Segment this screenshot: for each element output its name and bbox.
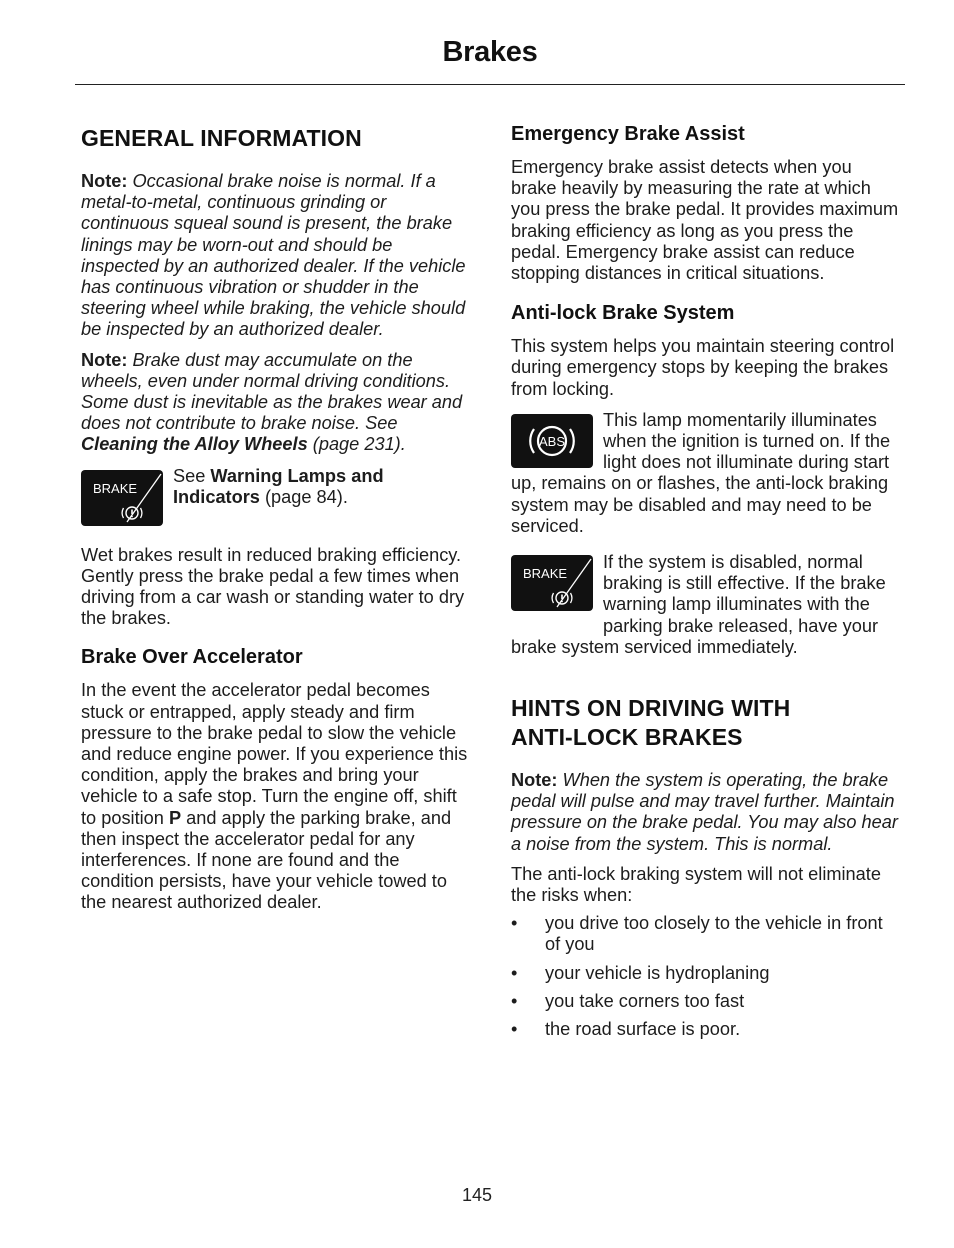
cleaning-alloy-wheels-link[interactable]: Cleaning the Alloy Wheels xyxy=(81,434,308,455)
warning-lamps-link[interactable]: Warning Lamps and Indicators xyxy=(173,465,384,507)
brake-warning-icon xyxy=(81,470,163,531)
brake-icon-label: BRAKE xyxy=(93,480,138,496)
bullet: • xyxy=(511,1019,518,1040)
page-reference: (page 231). xyxy=(307,434,406,455)
abs-warning-icon xyxy=(511,414,593,473)
list-item: • your vehicle is hydroplaning xyxy=(511,962,770,983)
abs-lamp-text: This lamp momentarily illuminates when the ignition is turned on. If the light does not illuminate during start up, remains on or flashes, the anti-lock braking system may be disabled and may need to be serviced. xyxy=(511,409,891,536)
brake-warning-icon xyxy=(511,555,593,616)
see-warning-lamps: See Warning Lamps and Indicators (page 84). xyxy=(173,465,384,507)
list-item: • you drive too closely to the vehicle in front of you xyxy=(511,913,883,955)
brake-over-accelerator-heading: Brake Over Accelerator xyxy=(81,646,303,669)
note-text: Occasional brake noise is normal. If a metal-to-metal, continuous grinding or continuous squeal sound is present, the brake linings may be worn-out and should be inspected by an authorized dealer. If the vehicle has continuous vibration or shudder in the steering wheel while braking, the vehicle should be inspected by an authorized dealer. xyxy=(81,171,466,340)
brake-over-accelerator-text: In the event the accelerator pedal becomes stuck or entrapped, apply steady and firm pressure to the brake pedal to slow the vehicle and reduce engine power. If you experience this condition, apply the brakes and bring your vehicle to a safe stop. Turn the engine off, shift to position P and apply the parking brake, and then inspect the accelerator pedal for any interferences. If none are found and the condition persists, have your vehicle towed to the nearest authorized dealer. xyxy=(81,680,468,913)
page-number: 145 xyxy=(461,1185,493,1205)
abs-icon-label: ABS xyxy=(538,433,566,449)
general-information-heading: GENERAL INFORMATION xyxy=(81,125,362,151)
bullet: • xyxy=(511,990,518,1011)
left-column xyxy=(81,118,471,914)
abs-lamp-block xyxy=(511,410,901,537)
note-brake-noise xyxy=(81,171,471,341)
abs-warning-icon-svg xyxy=(511,414,593,468)
brake-lamp-block xyxy=(511,552,901,658)
bullet: • xyxy=(511,913,518,934)
page-title: Brakes xyxy=(442,36,538,68)
note-label: Note: xyxy=(81,349,128,370)
bullet: • xyxy=(511,962,518,983)
note-label: Note: xyxy=(81,171,128,191)
emergency-brake-assist-heading: Emergency Brake Assist xyxy=(511,123,745,145)
warning-lamps-reference xyxy=(81,466,471,531)
list-item: • you take corners too fast xyxy=(511,990,745,1011)
note-brake-dust xyxy=(81,350,471,456)
brake-warning-icon-svg xyxy=(81,470,163,526)
note-text: When the system is operating, the brake pedal will pulse and may travel further. Maintain pressure on the brake pedal. You may also hear a noise from the system. This is normal. xyxy=(511,770,898,854)
note-text: Brake dust may accumulate on the wheels, even under normal driving conditions. Some dust is inevitable as the brakes wear and does not contribute to brake noise. See xyxy=(81,349,463,434)
hints-anti-lock-heading: HINTS ON DRIVING WITH ANTI-LOCK BRAKES xyxy=(511,695,791,751)
park-position: P xyxy=(168,807,182,828)
anti-lock-brake-system-heading: Anti-lock Brake System xyxy=(511,302,735,325)
risks-list xyxy=(511,913,901,1040)
note-system-operating xyxy=(511,770,901,855)
wet-brakes-text: Wet brakes result in reduced braking efficiency. Gently press the brake pedal a few times when driving from a car wash or standing water to dry the brakes. xyxy=(81,544,465,629)
risks-intro-text: The anti-lock braking system will not eliminate the risks when: xyxy=(511,863,881,906)
anti-lock-brake-system-text: This system helps you maintain steering control during emergency stops by keeping the brakes from locking. xyxy=(511,336,895,399)
note-label: Note: xyxy=(511,770,558,791)
right-column xyxy=(511,118,901,1047)
brake-lamp-text: If the system is disabled, normal braking is still effective. If the brake warning lamp illuminates with the parking brake released, have your brake system serviced immediately. xyxy=(511,552,886,657)
page-header xyxy=(75,36,905,85)
emergency-brake-assist-text: Emergency brake assist detects when you brake heavily by measuring the rate at which you press the brake pedal. It provides maximum braking efficiency as long as you press the pedal. Emergency brake assist can reduce stopping distances in critical situations. xyxy=(511,157,899,284)
list-item: • the road surface is poor. xyxy=(511,1019,741,1040)
brake-warning-icon-svg xyxy=(511,555,593,611)
brake-icon-label: BRAKE xyxy=(523,566,568,582)
